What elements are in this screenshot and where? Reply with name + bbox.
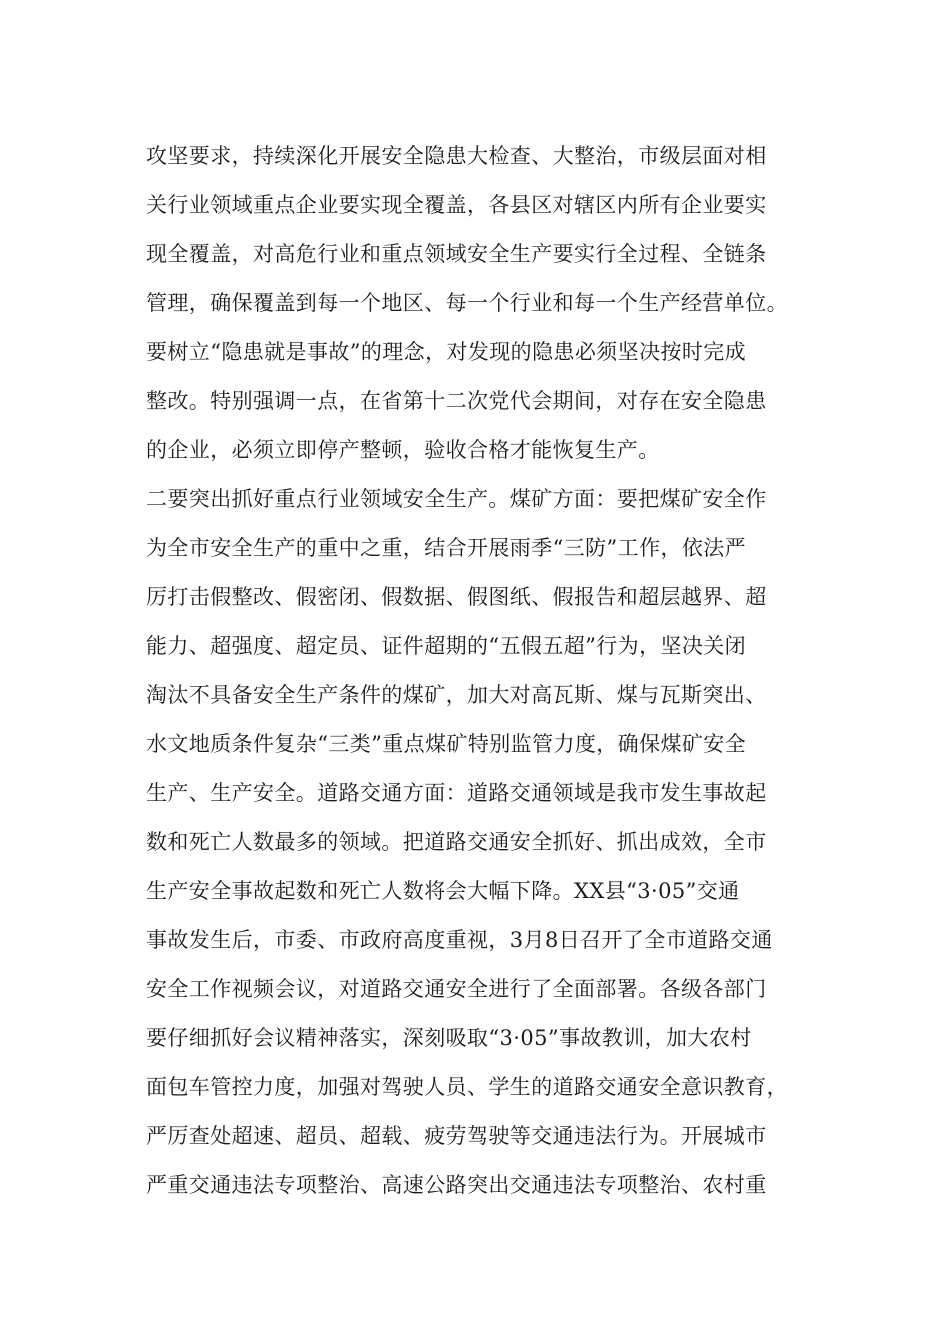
body-text [146, 132, 826, 1210]
text-line: 要仔细抓好会议精神落实，深刻吸取“3·05”事故教训，加大农村 [146, 1026, 752, 1050]
text-line: 严厉查处超速、超员、超载、疲劳驾驶等交通违法行为。开展城市 [146, 1124, 767, 1148]
text-line: 能力、超强度、超定员、证件超期的“五假五超”行为，坚决关闭 [146, 634, 747, 658]
text-line: 管理，确保覆盖到每一个地区、每一个行业和每一个生产经营单位。 [146, 291, 788, 315]
text-line: 水文地质条件复杂“三类”重点煤矿特别监管力度，确保煤矿安全 [146, 732, 747, 756]
text-line: 攻坚要求，持续深化开展安全隐患大检查、大整治，市级层面对相 [146, 144, 767, 168]
text-line: 关行业领域重点企业要实现全覆盖，各县区对辖区内所有企业要实 [146, 193, 767, 217]
text-line: 数和死亡人数最多的领域。把道路交通安全抓好、抓出成效，全市 [146, 830, 767, 854]
text-line: 面包车管控力度，加强对驾驶人员、学生的道路交通安全意识教育， [146, 1075, 788, 1099]
text-line: 厉打击假整改、假密闭、假数据、假图纸、假报告和超层越界、超 [146, 585, 767, 609]
text-line: 淘汰不具备安全生产条件的煤矿，加大对高瓦斯、煤与瓦斯突出、 [146, 683, 767, 707]
text-line: 事故发生后，市委、市政府高度重视，3月8日召开了全市道路交通 [146, 928, 773, 952]
text-line: 生产、生产安全。道路交通方面：道路交通领域是我市发生事故起 [146, 781, 767, 805]
text-line: 二要突出抓好重点行业领域安全生产。煤矿方面：要把煤矿安全作 [146, 487, 767, 511]
text-line: 严重交通违法专项整治、高速公路突出交通违法专项整治、农村重 [146, 1173, 767, 1197]
text-line: 生产安全事故起数和死亡人数将会大幅下降。XX县“3·05”交通 [146, 879, 740, 903]
text-line: 现全覆盖，对高危行业和重点领域安全生产要实行全过程、全链条 [146, 242, 767, 266]
text-line: 整改。特别强调一点，在省第十二次党代会期间，对存在安全隐患 [146, 389, 767, 413]
text-line: 安全工作视频会议，对道路交通安全进行了全面部署。各级各部门 [146, 977, 767, 1001]
text-line: 的企业，必须立即停产整顿，验收合格才能恢复生产。 [146, 438, 660, 462]
text-line: 要树立“隐患就是事故”的理念，对发现的隐患必须坚决按时完成 [146, 340, 747, 364]
text-line: 为全市安全生产的重中之重，结合开展雨季“三防”工作，依法严 [146, 536, 747, 560]
